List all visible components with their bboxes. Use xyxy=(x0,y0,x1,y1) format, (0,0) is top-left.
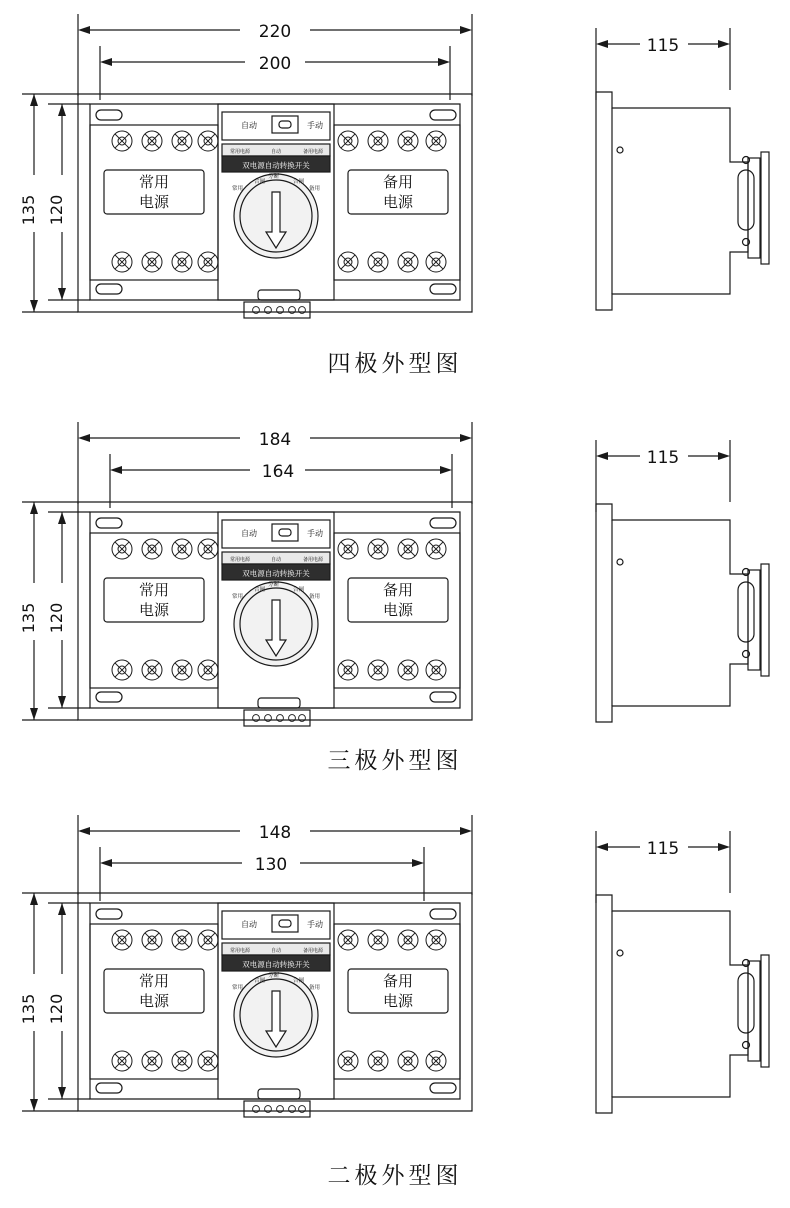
label-right-line2: 电源 xyxy=(382,992,414,1010)
dim-inner-width: 200 xyxy=(258,54,292,74)
dim-inner-width: 130 xyxy=(254,855,288,875)
dim-inner-height: 120 xyxy=(47,194,66,226)
mode-manual-label: 手动 xyxy=(307,920,323,929)
mode-auto-label: 自动 xyxy=(241,529,257,538)
mode-auto-label: 自动 xyxy=(241,121,257,130)
dim-outer-height: 135 xyxy=(19,194,38,226)
dim-outer-width: 220 xyxy=(258,22,292,42)
banner-text: 双电源自动转换开关 xyxy=(242,569,310,578)
dim-outer-width: 148 xyxy=(258,823,292,843)
mode-manual-label: 手动 xyxy=(307,121,323,130)
top-small-left: 常用电源 xyxy=(229,557,251,563)
label-left-line2: 电源 xyxy=(138,601,170,619)
label-left-line2: 电源 xyxy=(138,992,170,1010)
label-left-line1: 常用 xyxy=(138,173,170,191)
dim-inner-height: 120 xyxy=(47,602,66,634)
label-left-line1: 常用 xyxy=(138,972,170,990)
dial-left-sub: 合闸 xyxy=(254,587,266,593)
label-right-line1: 备用 xyxy=(382,972,414,990)
dial-right-sub: 合闸 xyxy=(293,179,305,185)
label-right-line1: 备用 xyxy=(382,581,414,599)
caption-three-pole: 三极外型图 xyxy=(327,748,463,774)
dim-depth: 115 xyxy=(646,36,680,56)
dial-right-label: 备用 xyxy=(309,186,321,192)
label-right-line2: 电源 xyxy=(382,601,414,619)
dim-depth: 115 xyxy=(646,448,680,468)
top-small-mid: 自动 xyxy=(270,557,282,563)
dim-outer-height: 135 xyxy=(19,602,38,634)
dial-left-sub: 合闸 xyxy=(254,179,266,185)
diagram-two-pole xyxy=(0,805,790,1208)
dial-left-label: 常用 xyxy=(232,594,244,600)
label-right-line1: 备用 xyxy=(382,173,414,191)
diagram-four-pole xyxy=(0,0,790,400)
top-small-left: 常用电源 xyxy=(229,948,251,954)
dial-right-label: 备用 xyxy=(309,985,321,991)
dial-mid-label: 分断 xyxy=(268,582,280,588)
dial-right-sub: 合闸 xyxy=(293,587,305,593)
dim-depth: 115 xyxy=(646,839,680,859)
mode-auto-label: 自动 xyxy=(241,920,257,929)
top-small-right: 备用电源 xyxy=(302,149,324,155)
dial-right-sub: 合闸 xyxy=(293,978,305,984)
three-pole-side-svg xyxy=(540,422,790,752)
mode-manual-label: 手动 xyxy=(307,529,323,538)
label-left-line1: 常用 xyxy=(138,581,170,599)
dial-left-label: 常用 xyxy=(232,985,244,991)
top-small-mid: 自动 xyxy=(270,948,282,954)
banner-text: 双电源自动转换开关 xyxy=(242,960,310,969)
dim-outer-height: 135 xyxy=(19,993,38,1025)
dim-inner-height: 120 xyxy=(47,993,66,1025)
top-small-left: 常用电源 xyxy=(229,149,251,155)
caption-four-pole: 四极外型图 xyxy=(327,351,463,377)
label-right-line2: 电源 xyxy=(382,193,414,211)
two-pole-side-svg xyxy=(540,813,790,1143)
banner-text: 双电源自动转换开关 xyxy=(242,161,310,170)
top-small-mid: 自动 xyxy=(270,149,282,155)
top-small-right: 备用电源 xyxy=(302,557,324,563)
dim-inner-width: 164 xyxy=(261,462,295,482)
four-pole-side-svg xyxy=(540,10,790,340)
dial-mid-label: 分断 xyxy=(268,973,280,979)
diagram-three-pole xyxy=(0,400,790,800)
dial-left-sub: 合闸 xyxy=(254,978,266,984)
label-left-line2: 电源 xyxy=(138,193,170,211)
dim-outer-width: 184 xyxy=(258,430,292,450)
dial-mid-label: 分断 xyxy=(268,174,280,180)
caption-two-pole: 二极外型图 xyxy=(327,1163,463,1189)
dial-right-label: 备用 xyxy=(309,594,321,600)
dial-left-label: 常用 xyxy=(232,186,244,192)
top-small-right: 备用电源 xyxy=(302,948,324,954)
